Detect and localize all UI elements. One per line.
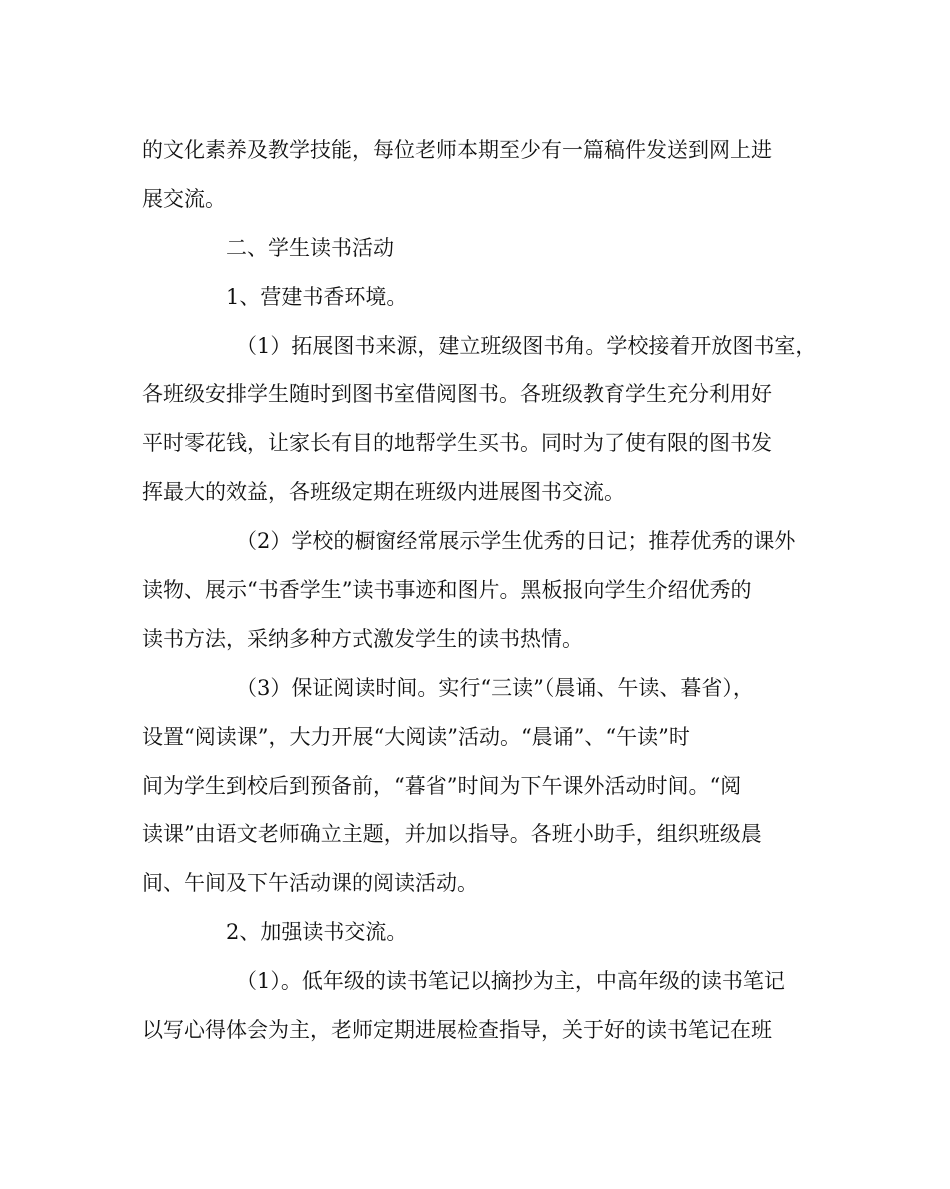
subsection-heading: 1、营建书香环境。 [226, 284, 408, 309]
section-heading: 二、学生读书活动 [226, 235, 394, 260]
paragraph-line: （2）学校的橱窗经常展示学生优秀的日记；推荐优秀的课外 [236, 529, 796, 554]
paragraph-line: 读书方法，采纳多种方式激发学生的读书热情。 [142, 626, 583, 651]
paragraph-line: 挥最大的效益，各班级定期在班级内进展图书交流。 [142, 480, 625, 505]
document-body [142, 126, 832, 1055]
paragraph-line: 间、午间及下午活动课的阅读活动。 [142, 871, 478, 896]
paragraph-line: 设置“阅读课”，大力开展“大阅读”活动。“晨诵”、“午读”时 [142, 724, 690, 749]
paragraph-line: （3）保证阅读时间。实行“三读”（晨诵、午读、暮省）， [236, 675, 754, 700]
paragraph-line: 平时零花钱，让家长有目的地帮学生买书。同时为了使有限的图书发 [142, 431, 772, 456]
paragraph-line: 展交流。 [142, 186, 226, 211]
paragraph-line: 读物、展示“书香学生”读书事迹和图片。黑板报向学生介绍优秀的 [142, 578, 752, 603]
paragraph-line: 各班级安排学生随时到图书室借阅图书。各班级教育学生充分利用好 [142, 382, 772, 407]
paragraph-line: 的文化素养及教学技能，每位老师本期至少有一篇稿件发送到网上进 [142, 138, 772, 162]
paragraph-line: 间为学生到校后到预备前，“暮省”时间为下午课外活动时间。“阅 [142, 773, 742, 798]
paragraph-line: （1）。低年级的读书笔记以摘抄为主，中高年级的读书笔记 [236, 969, 785, 994]
paragraph-line: 以写心得体会为主，老师定期进展检查指导，关于好的读书笔记在班 [142, 1018, 772, 1043]
subsection-heading: 2、加强读书交流。 [226, 920, 408, 945]
paragraph-line: 读课”由语文老师确立主题，并加以指导。各班小助手，组织班级晨 [142, 822, 762, 847]
paragraph-line: （1）拓展图书来源，建立班级图书角。学校接着开放图书室， [236, 333, 817, 358]
